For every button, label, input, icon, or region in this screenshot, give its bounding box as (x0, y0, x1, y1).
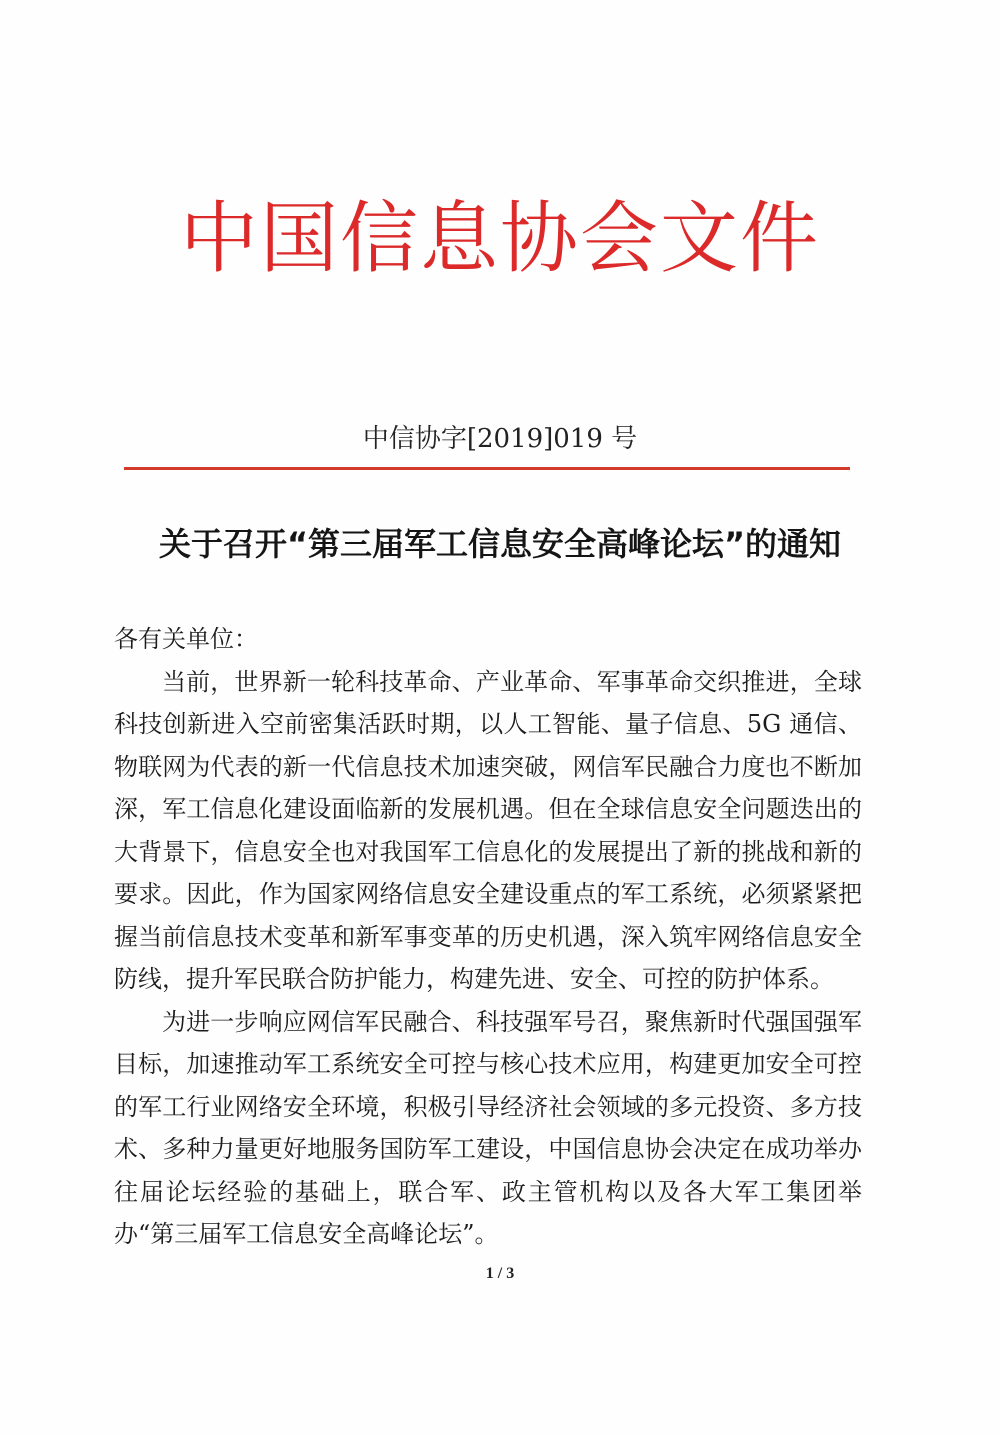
notice-body (114, 618, 862, 1256)
page-number: 1 / 3 (485, 1265, 515, 1282)
paragraph: 当前，世界新一轮科技革命、产业革命、军事革命交织推进，全球科技创新进入空前密集活跃时期，以人工智能、量子信息、5G 通信、物联网为代表的新一代信息技术加速突破，网信军民融合力度也不断加深，军工信息化建设面临新的发展机遇。但在全球信息安全问题迭出的大背景下，信息安全也对我国军工信息化的发展提出了新的挑战和新的要求。因此，作为国家网络信息安全建设重点的军工系统，必须紧紧把握当前信息技术变革和新军事变革的历史机遇，深入筑牢网络信息安全防线，提升军民联合防护能力，构建先进、安全、可控的防护体系。 (114, 667, 862, 993)
notice-title: 关于召开“第三届军工信息安全高峰论坛”的通知 (158, 525, 842, 563)
red-divider-line (124, 467, 850, 470)
document-number: 中信协字[2019]019 号 (362, 424, 638, 454)
paragraph: 为进一步响应网信军民融合、科技强军号召，聚焦新时代强国强军目标，加速推动军工系统安全可控与核心技术应用，构建更加安全可控的军工行业网络安全环境，积极引导经济社会领域的多元投资、多方技术、多种力量更好地服务国防军工建设，中国信息协会决定在成功举办往届论坛经验的基础上，联合军、政主管机构以及各大军工集团举办“第三届军工信息安全高峰论坛”。 (114, 1007, 862, 1248)
organization-file-title: 中国信息协会文件 (179, 194, 820, 284)
salutation: 各有关单位： (114, 625, 258, 653)
